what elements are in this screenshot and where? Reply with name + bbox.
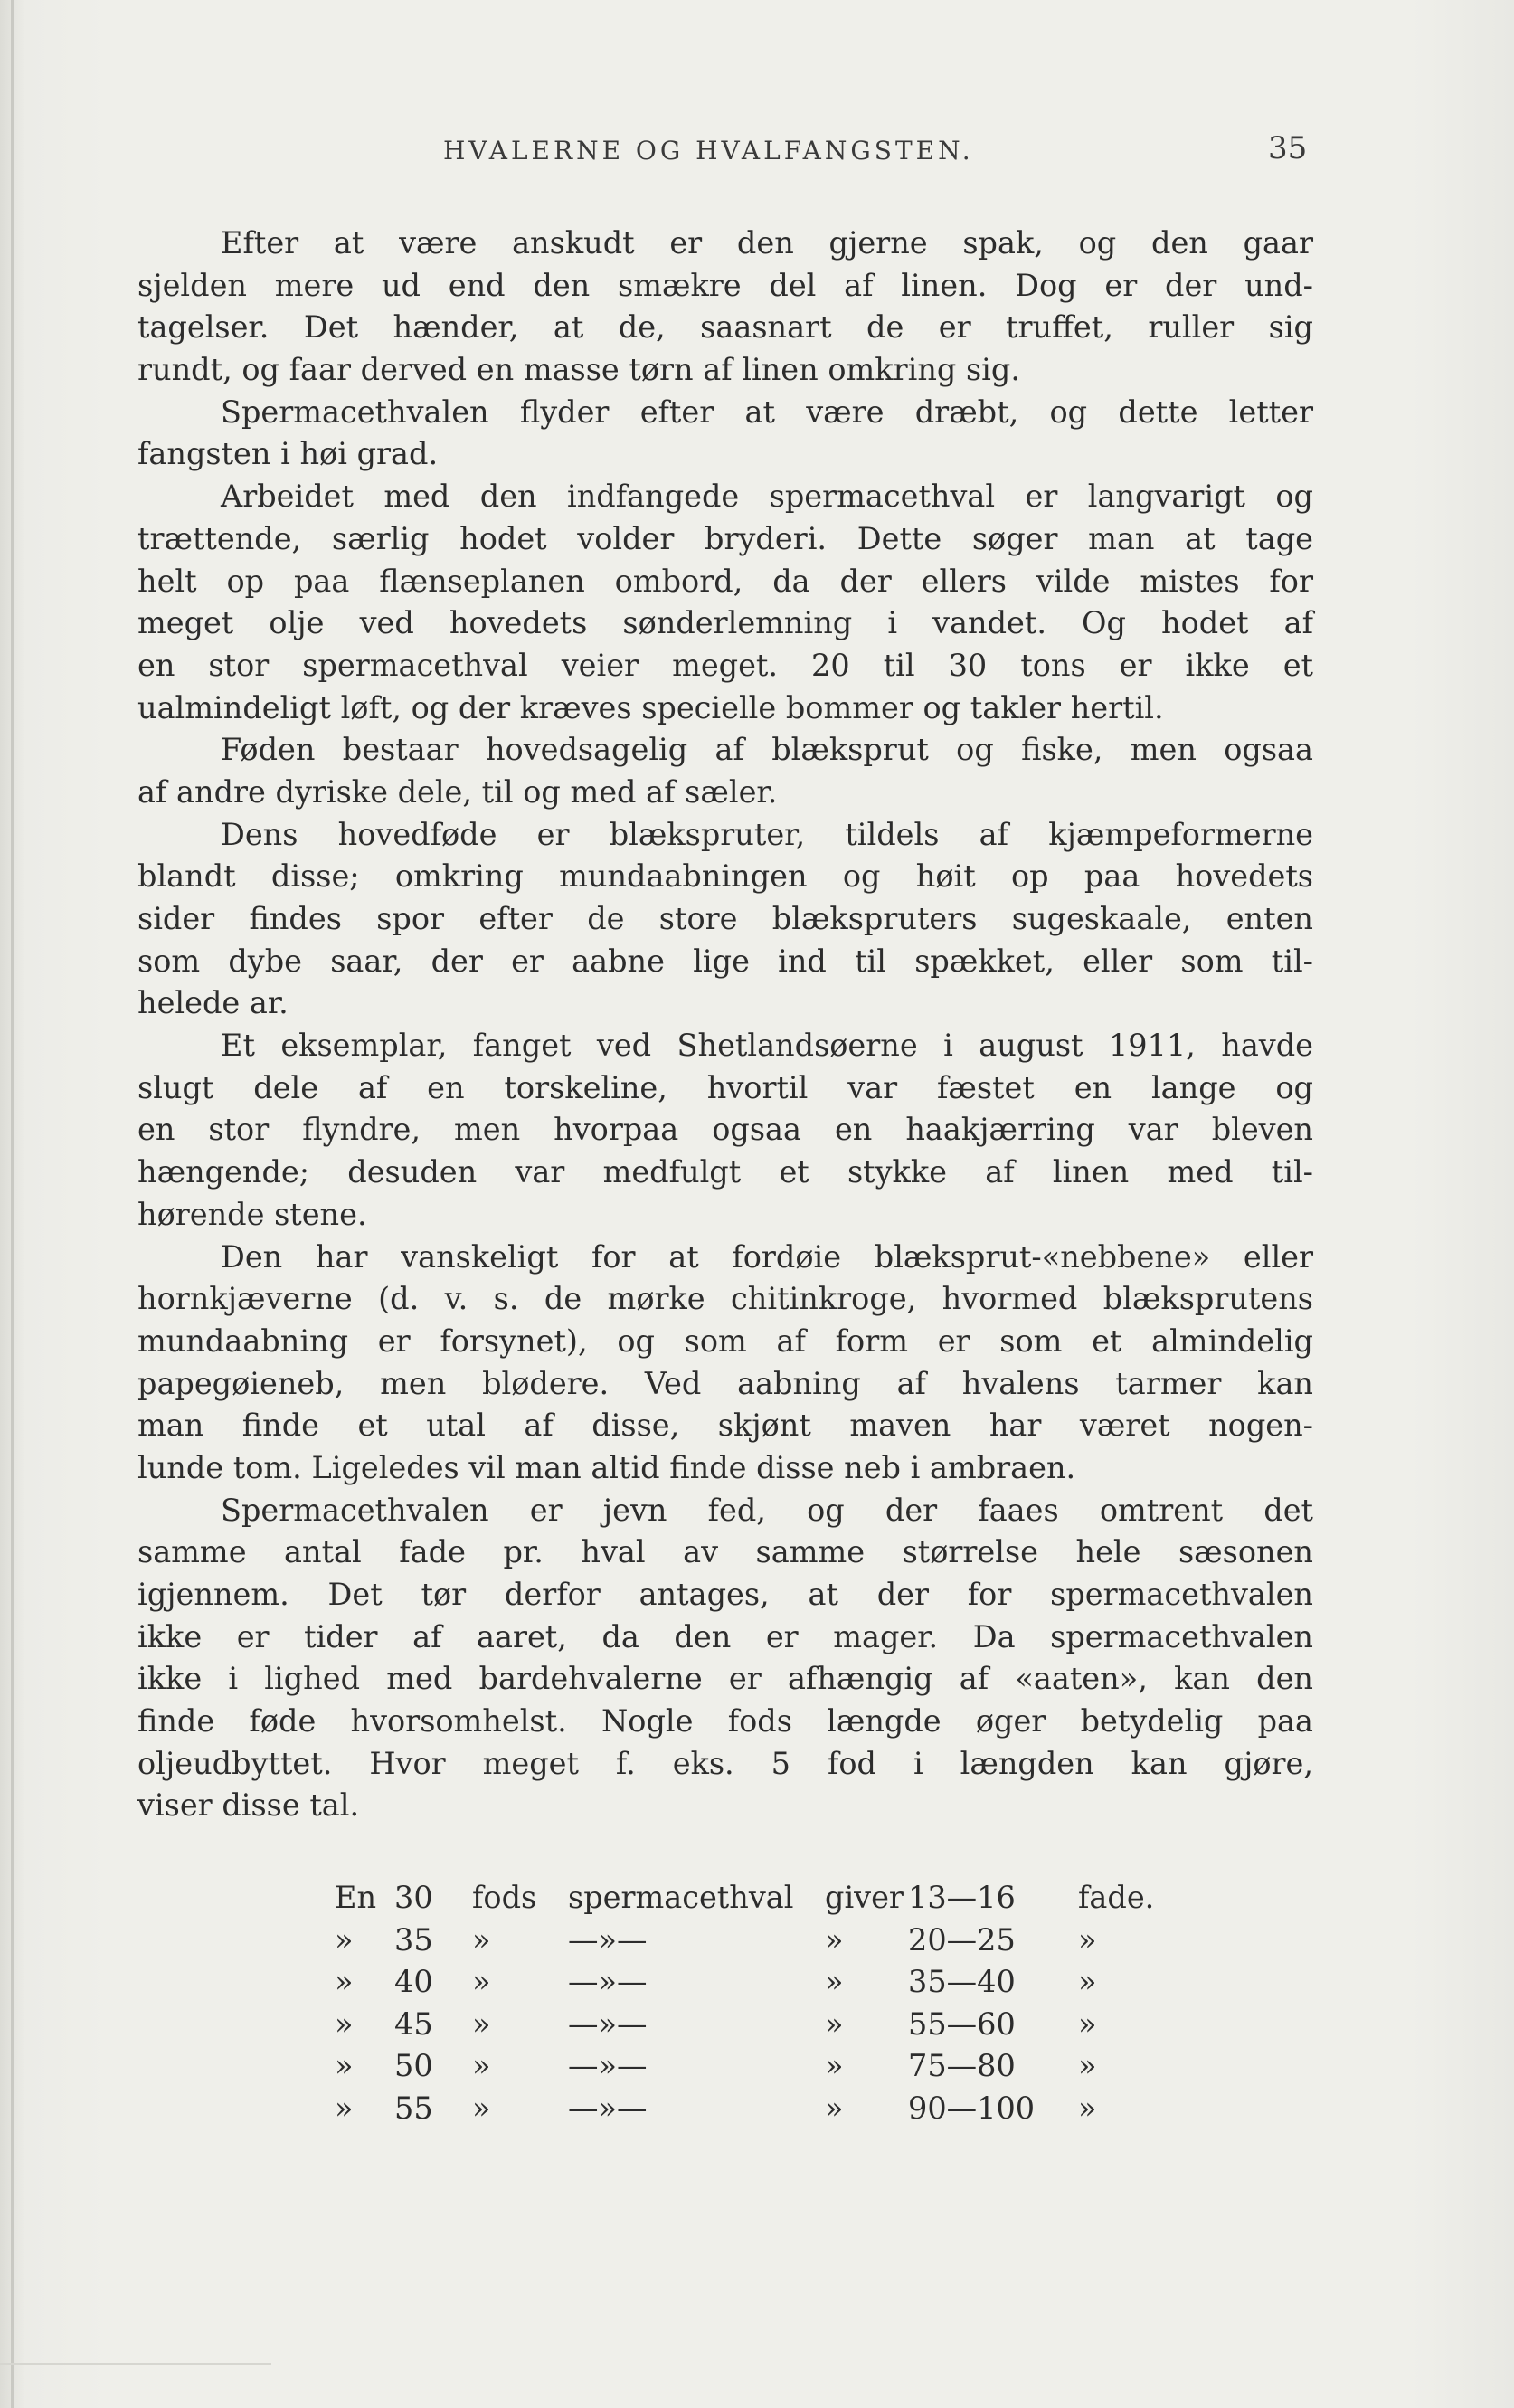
- table-cell-fade: »: [1078, 2005, 1097, 2042]
- table-cell-giver: »: [825, 2048, 844, 2083]
- table-cell-species: —»—: [568, 2090, 648, 2126]
- text-line: igjennem. Det tør derfor antages, at der for spermacethvalen: [137, 1577, 1313, 1612]
- table-cell-giver: »: [825, 2005, 844, 2042]
- text-line: finde føde hvorsomhelst. Nogle fods længde øger betydelig paa: [137, 1703, 1313, 1740]
- text-line: ualmindeligt løft, og der kræves specielle bommer og takler hertil.: [137, 689, 1164, 725]
- table-cell-fods: »: [472, 1964, 491, 1999]
- text-line: sjelden mere ud end den smækre del af linen. Dog er der und-: [137, 267, 1313, 303]
- text-line: tagelser. Det hænder, at de, saasnart de er truffet, ruller sig: [137, 309, 1313, 346]
- text-line: lunde tom. Ligeledes vil man altid finde disse neb i ambraen.: [137, 1449, 1076, 1485]
- page-number: 35: [1268, 130, 1308, 166]
- table-cell-length: 55: [394, 2090, 433, 2126]
- text-line: helede ar.: [137, 985, 289, 1021]
- text-line: hængende; desuden var medfulgt et stykke af linen med til-: [137, 1154, 1313, 1190]
- text-line: helt op paa flænseplanen ombord, da der ellers vilde mistes for: [137, 563, 1313, 599]
- text-line: blandt disse; omkring mundaabningen og høit op paa hovedets: [137, 858, 1313, 895]
- page-edge: [11, 0, 14, 2408]
- table-cell-length: 40: [394, 1964, 433, 1999]
- text-line: en stor flyndre, men hvorpaa ogsaa en haakjærring var bleven: [137, 1112, 1313, 1148]
- text-line: som dybe saar, der er aabne lige ind til spækket, eller som til-: [137, 943, 1313, 979]
- table-cell-range: 35—40: [908, 1964, 1016, 1999]
- table-cell-length: 30: [394, 1880, 433, 1915]
- table-cell-species: —»—: [568, 2005, 648, 2042]
- running-head: [0, 130, 1514, 175]
- table-cell-en: »: [335, 2048, 354, 2083]
- text-line: Spermacethvalen flyder efter at være dræbt, og dette letter: [221, 393, 1313, 430]
- body-text: [137, 223, 1313, 1827]
- table-cell-en: »: [335, 2090, 354, 2126]
- table-cell-length: 50: [394, 2048, 433, 2083]
- table-cell-fade: »: [1078, 2090, 1097, 2126]
- table-cell-fods: »: [472, 2048, 491, 2083]
- table-cell-species: —»—: [568, 2048, 648, 2083]
- table-cell-giver: »: [825, 1921, 844, 1958]
- text-line: Spermacethvalen er jevn fed, og der faaes omtrent det: [221, 1492, 1313, 1528]
- text-line: slugt dele af en torskeline, hvortil var fæstet en lange og: [137, 1069, 1313, 1105]
- table-cell-fade: »: [1078, 1964, 1097, 1999]
- table-cell-species: —»—: [568, 1964, 648, 1999]
- table-cell-en: »: [335, 2005, 354, 2042]
- text-line: mundaabning er forsynet), og som af form er som et almindelig: [137, 1323, 1313, 1359]
- table-cell-length: 35: [394, 1921, 433, 1958]
- text-line: ikke er tider af aaret, da den er mager. Da spermacethvalen: [137, 1618, 1313, 1654]
- table-cell-fods: »: [472, 2005, 491, 2042]
- table-cell-fade: »: [1078, 1921, 1097, 1958]
- table-cell-length: 45: [394, 2005, 433, 2042]
- text-line: sider findes spor efter de store blækspruters sugeskaale, enten: [137, 901, 1313, 936]
- text-line: Arbeidet med den indfangede spermacethval er langvarigt og: [221, 479, 1313, 515]
- text-line: hornkjæverne (d. v. s. de mørke chitinkroge, hvormed blæksprutens: [137, 1281, 1313, 1317]
- text-line: meget olje ved hovedets sønderlemning i vandet. Og hodet af: [137, 605, 1313, 641]
- text-line: Dens hovedføde er blækspruter, tildels af kjæmpeformerne: [221, 816, 1313, 852]
- text-line: samme antal fade pr. hval av samme størrelse hele sæsonen: [137, 1534, 1313, 1570]
- table-cell-fade: fade.: [1078, 1880, 1155, 1915]
- text-line: Føden bestaar hovedsagelig af blæksprut og fiske, men ogsaa: [221, 732, 1313, 768]
- table-cell-fade: »: [1078, 2048, 1097, 2083]
- table-cell-en: En: [335, 1880, 377, 1915]
- table-cell-species: —»—: [568, 1921, 648, 1958]
- bottom-mark: [0, 2363, 271, 2365]
- text-line: Den har vanskeligt for at fordøie blæksprut-«nebbene» eller: [221, 1238, 1313, 1275]
- table-cell-range: 75—80: [908, 2048, 1016, 2083]
- table-cell-giver: giver: [825, 1880, 904, 1915]
- table-cell-en: »: [335, 1921, 354, 1958]
- text-line: en stor spermacethval veier meget. 20 til 30 tons er ikke et: [137, 647, 1313, 683]
- table-cell-species: spermacethval: [568, 1880, 794, 1915]
- table-cell-range: 55—60: [908, 2005, 1016, 2042]
- text-line: Et eksemplar, fanget ved Shetlandsøerne i august 1911, havde: [221, 1028, 1313, 1064]
- table-cell-range: 90—100: [908, 2090, 1036, 2126]
- text-line: rundt, og faar derved en masse tørn af linen omkring sig.: [137, 352, 1020, 388]
- text-line: ikke i lighed med bardehvalerne er afhængig af «aaten», kan den: [137, 1661, 1313, 1697]
- table-cell-range: 13—16: [908, 1880, 1016, 1915]
- table-cell-giver: »: [825, 2090, 844, 2126]
- text-line: man finde et utal af disse, skjønt maven har været nogen-: [137, 1408, 1313, 1444]
- table-cell-fods: »: [472, 2090, 491, 2126]
- text-line: oljeudbyttet. Hvor meget f. eks. 5 fod i længden kan gjøre,: [137, 1745, 1313, 1781]
- text-line: viser disse tal.: [137, 1787, 360, 1824]
- text-line: hørende stene.: [137, 1196, 367, 1232]
- text-line: af andre dyriske dele, til og med af sæler.: [137, 773, 778, 810]
- text-line: fangsten i høi grad.: [137, 436, 439, 472]
- text-line: papegøieneb, men blødere. Ved aabning af hvalens tarmer kan: [137, 1365, 1313, 1401]
- table-cell-fods: fods: [472, 1880, 537, 1915]
- running-title: HVALERNE OG HVALFANGSTEN.: [443, 136, 974, 166]
- text-line: Efter at være anskudt er den gjerne spak, og den gaar: [221, 225, 1313, 261]
- table-cell-range: 20—25: [908, 1921, 1016, 1958]
- text-line: trættende, særlig hodet volder bryderi. Dette søger man at tage: [137, 520, 1313, 556]
- table-cell-en: »: [335, 1964, 354, 1999]
- table-cell-fods: »: [472, 1921, 491, 1958]
- table-cell-giver: »: [825, 1964, 844, 1999]
